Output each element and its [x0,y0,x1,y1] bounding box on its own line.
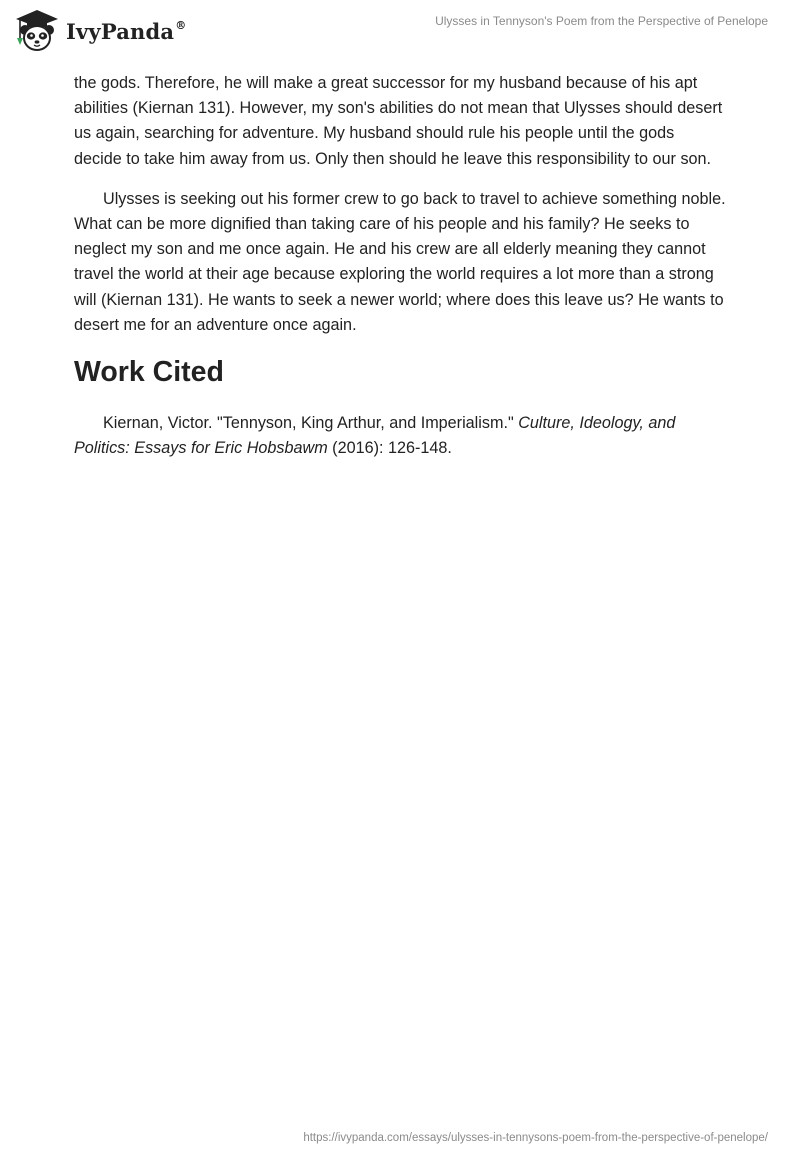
brand-name [66,19,186,44]
citation-details: (2016): 126-148. [327,439,452,458]
body-paragraph-1: the gods. Therefore, he will make a great successor for my husband because of his apt abilities (Kiernan 131). However, my son's abilities do not mean that Ulysses should desert us again, searching for adventure. My husband should rule his people until the gods decide to take him away from us. Only then should he leave this responsibility to our son. [74,74,723,168]
panda-graduation-cap-icon [14,8,60,52]
ivypanda-logo[interactable] [14,8,186,52]
document-title: Ulysses in Tennyson's Poem from the Perspective of Penelope [435,14,768,28]
page-header [0,0,800,64]
footer-url-link[interactable]: https://ivypanda.com/essays/ulysses-in-tennysons-poem-from-the-perspective-of-penelope/ [303,1132,768,1144]
works-cited-heading: Work Cited [74,356,224,389]
registered-mark: ® [175,18,187,32]
body-paragraph-2: Ulysses is seeking out his former crew to go back to travel to achieve something noble. What can be more dignified than taking care of his people and his family? He seeks to neglect my son and me once again. He and his crew are all elderly meaning they cannot travel the world at their age because exploring the world requires a lot more than a strong will (Kiernan 131). He wants to seek a newer world; where does this leave us? He wants to desert me for an adventure once again. [74,189,726,334]
citation-source: Culture, Ideology, and Politics: Essays for Eric Hobsbawm [74,414,676,458]
citation-author-title: Kiernan, Victor. "Tennyson, King Arthur, and Imperialism." [103,414,519,433]
essay-content [74,71,726,461]
brand-name-text: IvyPanda [66,18,175,44]
citation-entry [74,411,726,461]
